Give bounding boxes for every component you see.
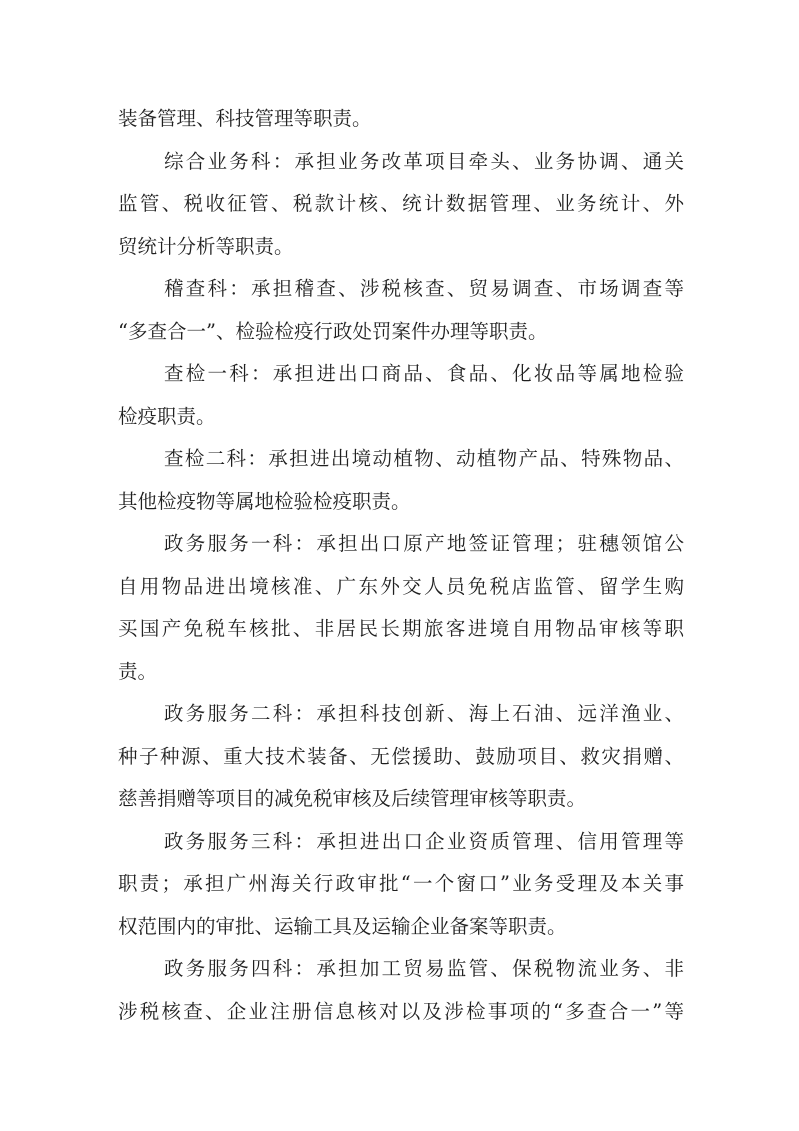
text-line: 涉税核查、企业注册信息核对以及涉检事项的“多查合一”等 — [118, 999, 684, 1023]
text-line: 责。 — [118, 659, 158, 683]
document-body — [118, 98, 684, 1033]
text-line: 装备管理、科技管理等职责。 — [118, 107, 372, 130]
paragraph-first-line: 综合业务科：承担业务改革项目牵头、业务协调、通关 — [164, 149, 684, 173]
text-line: 监管、税收征管、税款计核、统计数据管理、业务统计、外 — [118, 192, 684, 215]
paragraph-first-line: 查检二科：承担进出境动植物、动植物产品、特殊物品、 — [164, 447, 684, 470]
text-line: 其他检疫物等属地检验检疫职责。 — [118, 489, 411, 513]
text-line: 买国产免税车核批、非居民长期旅客进境自用物品审核等职 — [118, 617, 684, 640]
paragraph-first-line: 政务服务二科：承担科技创新、海上石油、远洋渔业、 — [164, 702, 684, 725]
paragraph-first-line: 政务服务一科：承担出口原产地签证管理；驻穗领馆公 — [164, 532, 684, 555]
text-line: 检疫职责。 — [118, 404, 216, 428]
paragraph-first-line: 政务服务四科：承担加工贸易监管、保税物流业务、非 — [164, 957, 684, 980]
paragraph-first-line: 政务服务三科：承担进出口企业资质管理、信用管理等 — [164, 829, 684, 853]
paragraph-first-line: 查检一科：承担进出口商品、食品、化妆品等属地检验 — [164, 362, 684, 385]
text-line: 贸统计分析等职责。 — [118, 234, 294, 258]
text-line: 职责；承担广州海关行政审批“一个窗口”业务受理及本关事 — [118, 872, 684, 895]
text-line: 种子种源、重大技术装备、无偿援助、鼓励项目、救灾捐赠、 — [118, 744, 684, 768]
paragraph-first-line: 稽查科：承担稽查、涉税核查、贸易调查、市场调查等 — [164, 277, 684, 300]
text-line: “多查合一”、检验检疫行政处罚案件办理等职责。 — [118, 319, 548, 343]
text-line: 自用物品进出境核准、广东外交人员免税店监管、留学生购 — [118, 574, 684, 598]
text-line: 权范围内的审批、运输工具及运输企业备案等职责。 — [118, 914, 567, 938]
text-line: 慈善捐赠等项目的减免税审核及后续管理审核等职责。 — [118, 787, 587, 810]
